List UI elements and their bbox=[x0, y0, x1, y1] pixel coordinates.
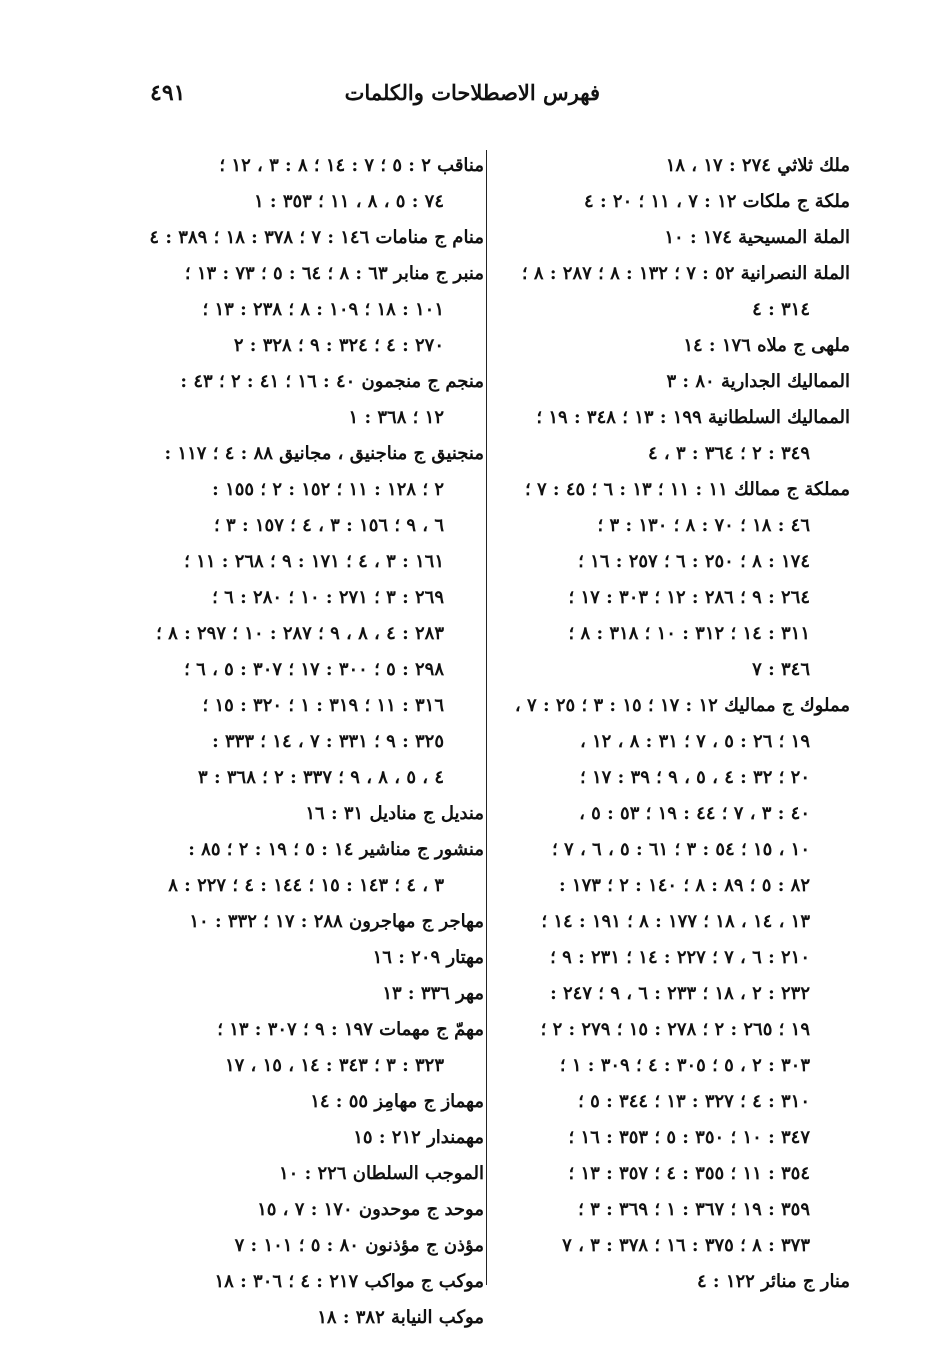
index-entry-continuation: ١٠١ : ١٨ ؛ ١٠٩ : ٨ ؛ ٢٣٨ : ١٣ ؛ bbox=[202, 299, 444, 320]
index-entry: مؤذن ج مؤذنون ٨٠ : ٥ ؛ ١٠١ : ٧ bbox=[234, 1235, 484, 1256]
index-entry: منبر ج منابر ٦٣ : ٨ ؛ ٦٤ : ٥ ؛ ٧٣ : ١٣ ؛ bbox=[184, 263, 484, 284]
index-entry: منار ج منائر ١٢٢ : ٤ bbox=[696, 1271, 850, 1292]
index-entry: منجنيق ج مناجنيق ، مجانيق ٨٨ : ٤ ؛ ١١٧ : bbox=[164, 443, 484, 464]
index-entry-continuation: ٢٦٤ : ٩ ؛ ٢٨٦ : ١٢ ؛ ٣٠٣ : ١٧ ؛ bbox=[568, 587, 810, 608]
index-entry-continuation: ٤ ، ٥ ، ٨ ، ٩ ؛ ٣٣٧ : ٢ ؛ ٣٦٨ : ٣ bbox=[198, 767, 444, 788]
index-entry-continuation: ٣١٠ : ٤ ؛ ٣٢٧ : ١٣ ؛ ٣٤٤ : ٥ ؛ bbox=[578, 1091, 810, 1112]
index-entry-continuation: ٦ ، ٩ ؛ ١٥٦ : ٣ ، ٤ ؛ ١٥٧ : ٣ ؛ bbox=[214, 515, 444, 536]
index-entry-continuation: ١٧٤ : ٨ ؛ ٢٥٠ : ٦ ؛ ٢٥٧ : ١٦ ؛ bbox=[578, 551, 810, 572]
index-entry: مملوك ج مماليك ١٢ : ١٧ ؛ ١٥ : ٣ ؛ ٢٥ : ٧ ، bbox=[514, 695, 850, 716]
index-entry: الملة النصرانية ٥٢ : ٧ ؛ ١٣٢ : ٨ ؛ ٢٨٧ : ٨ ؛ bbox=[521, 263, 850, 284]
index-entry: ملكة ج ملكات ١٢ : ٧ ، ١١ ؛ ٢٠ : ٤ bbox=[584, 191, 850, 212]
index-entry-continuation: ٣٢٥ : ٩ ؛ ٣٣١ : ٧ ، ١٤ ؛ ٣٣٣ : bbox=[212, 731, 444, 752]
index-entry-continuation: ٣٤٩ : ٢ ؛ ٣٦٤ : ٣ ، ٤ bbox=[647, 443, 810, 464]
index-entry-continuation: ٢٨٣ : ٤ ، ٨ ، ٩ ؛ ٢٨٧ : ١٠ ؛ ٢٩٧ : ٨ ؛ bbox=[156, 623, 444, 644]
index-entry-continuation: ٤٦ : ١٨ ؛ ٧٠ : ٨ ؛ ١٣٠ : ٣ ؛ bbox=[597, 515, 810, 536]
index-entry-continuation: ٣٧٣ : ٨ ؛ ٣٧٥ : ١٦ ؛ ٣٧٨ : ٣ ، ٧ bbox=[562, 1235, 810, 1256]
index-entry-continuation: ١٢ ؛ ٣٦٨ : ١ bbox=[348, 407, 444, 428]
index-entry-continuation: ١٩ ؛ ٢٦٥ : ٢ ؛ ٢٧٨ : ١٥ ؛ ٢٧٩ : ٢ ؛ bbox=[540, 1019, 810, 1040]
index-entry-continuation: ٣١٦ : ١١ ؛ ٣١٩ : ١ ؛ ٣٢٠ : ١٥ ؛ bbox=[202, 695, 444, 716]
index-entry: موحد ج موحدون ١٧٠ : ٧ ، ١٥ bbox=[257, 1199, 484, 1220]
index-entry: مملكة ج ممالك ١١ : ١١ ؛ ١٣ : ٦ ؛ ٤٥ : ٧ ؛ bbox=[524, 479, 850, 500]
index-entry: مهمّ ج مهمات ١٩٧ : ٩ ؛ ٣٠٧ : ١٣ ؛ bbox=[217, 1019, 484, 1040]
index-entry: مناقب ٢ : ٥ ؛ ٧ : ١٤ ؛ ٨ : ٣ ، ١٢ ؛ bbox=[219, 155, 484, 176]
index-entry-continuation: ٣ ، ٤ ؛ ١٤٣ : ١٥ ؛ ١٤٤ : ٤ ؛ ٢٢٧ : ٨ bbox=[168, 875, 444, 896]
index-entry: ملك ثلاثي ٢٧٤ : ١٧ ، ١٨ bbox=[665, 155, 850, 176]
index-entry-continuation: ٨٢ : ٥ ؛ ٨٩ : ٨ ؛ ١٤٠ : ٢ ؛ ١٧٣ : bbox=[558, 875, 810, 896]
page-title: فهرس الاصطلاحات والكلمات bbox=[344, 80, 600, 105]
index-entry-continuation: ٧٤ : ٥ ، ٨ ، ١١ ؛ ٣٥٣ : ١ bbox=[253, 191, 444, 212]
page-number: ٤٩١ bbox=[150, 80, 186, 106]
index-entry-continuation: ٣٥٤ : ١١ ؛ ٣٥٥ : ٤ ؛ ٣٥٧ : ١٣ ؛ bbox=[568, 1163, 810, 1184]
index-entry-continuation: ٢٩٨ : ٥ ؛ ٣٠٠ : ١٧ ؛ ٣٠٧ : ٥ ، ٦ ؛ bbox=[184, 659, 444, 680]
index-entry: منديل ج مناديل ٣١ : ١٦ bbox=[305, 803, 484, 824]
index-entry-continuation: ٣١٤ : ٤ bbox=[752, 299, 810, 320]
index-entry-continuation: ٢٣٢ : ٢ ، ١٨ ؛ ٢٣٣ : ٦ ، ٩ ؛ ٢٤٧ : bbox=[550, 983, 810, 1004]
index-entry-continuation: ٢ ؛ ١٢٨ : ١١ ؛ ١٥٢ : ٢ ؛ ١٥٥ : bbox=[212, 479, 444, 500]
index-entry-continuation: ٣٤٦ : ٧ bbox=[752, 659, 810, 680]
index-entry: مهر ٣٣٦ : ١٣ bbox=[382, 983, 484, 1004]
index-entry: مهماز ج مهامِز ٥٥ : ١٤ bbox=[310, 1091, 484, 1112]
index-entry-continuation: ٣٠٣ : ٢ ، ٥ ؛ ٣٠٥ : ٤ ؛ ٣٠٩ : ١ ؛ bbox=[559, 1055, 810, 1076]
index-entry: منام ج منامات ١٤٦ : ٧ ؛ ٣٧٨ : ١٨ ؛ ٣٨٩ : ٤ bbox=[149, 227, 484, 248]
index-entry-continuation: ٢٠ ؛ ٣٢ : ٤ ، ٥ ، ٩ ؛ ٣٩ : ١٧ ؛ bbox=[580, 767, 810, 788]
index-entry: مهمندار ٢١٢ : ١٥ bbox=[353, 1127, 484, 1148]
index-entry: منشور ج مناشير ١٤ : ٥ ؛ ١٩ : ٢ ؛ ٨٥ : bbox=[188, 839, 484, 860]
index-entry-continuation: ٣١١ : ١٤ ؛ ٣١٢ : ١٠ ؛ ٣١٨ : ٨ ؛ bbox=[568, 623, 810, 644]
index-entry: المماليك الجدارية ٨٠ : ٣ bbox=[666, 371, 850, 392]
index-entry-continuation: ٤٠ : ٣ ، ٧ ؛ ٤٤ : ١٩ ؛ ٥٣ : ٥ ، bbox=[579, 803, 810, 824]
page-header bbox=[150, 80, 600, 120]
index-entry-continuation: ٣٤٧ : ١٠ ؛ ٣٥٠ : ٥ ؛ ٣٥٣ : ١٦ ؛ bbox=[568, 1127, 810, 1148]
index-entry: الموجب السلطان ٢٢٦ : ١٠ bbox=[278, 1163, 484, 1184]
index-entry: منجم ج منجمون ٤٠ : ١٦ ؛ ٤١ : ٢ ؛ ٤٣ : bbox=[180, 371, 484, 392]
index-entry-continuation: ٢٧٠ : ٤ ؛ ٣٢٤ : ٩ ؛ ٣٢٨ : ٢ bbox=[233, 335, 444, 356]
index-entry-continuation: ٢٦٩ : ٣ ؛ ٢٧١ : ١٠ ؛ ٢٨٠ : ٦ ؛ bbox=[212, 587, 444, 608]
index-entry: مهاجر ج مهاجرون ٢٨٨ : ١٧ ؛ ٣٣٢ : ١٠ bbox=[189, 911, 484, 932]
index-entry-continuation: ١٩ ؛ ٢٦ : ٥ ، ٧ ؛ ٣١ : ٨ ، ١٢ ، bbox=[579, 731, 810, 752]
index-entry-continuation: ٣٥٩ : ١٩ ؛ ٣٦٧ : ١ ؛ ٣٦٩ : ٣ ؛ bbox=[578, 1199, 810, 1220]
index-entry-continuation: ٢١٠ : ٦ ، ٧ ؛ ٢٢٧ : ١٤ ؛ ٢٣١ : ٩ ؛ bbox=[550, 947, 810, 968]
index-entry: المماليك السلطانية ١٩٩ : ١٣ ؛ ٣٤٨ : ١٩ ؛ bbox=[536, 407, 850, 428]
index-column-left bbox=[118, 148, 484, 1336]
index-entry-continuation: ٣٢٣ : ٣ ؛ ٣٤٣ : ١٤ ، ١٥ ، ١٧ bbox=[224, 1055, 444, 1076]
index-entry: موكب ج مواكب ٢١٧ : ٤ ؛ ٣٠٦ : ١٨ bbox=[214, 1271, 484, 1292]
index-entry: موكب النيابة ٣٨٢ : ١٨ bbox=[317, 1307, 484, 1328]
index-entry: ملهى ج ملاه ١٧٦ : ١٤ bbox=[683, 335, 850, 356]
index-entry-continuation: ١٠ ، ١٥ ؛ ٥٤ : ٣ ؛ ٦١ : ٥ ، ٦ ، ٧ ؛ bbox=[552, 839, 810, 860]
column-divider bbox=[486, 150, 487, 1285]
index-column-right bbox=[498, 148, 850, 1300]
index-entry-continuation: ١٣ ، ١٤ ، ١٨ ؛ ١٧٧ : ٨ ؛ ١٩١ : ١٤ ؛ bbox=[541, 911, 810, 932]
index-entry: مهتار ٢٠٩ : ١٦ bbox=[372, 947, 484, 968]
index-entry-continuation: ١٦١ : ٣ ، ٤ ؛ ١٧١ : ٩ ؛ ٢٦٨ : ١١ ؛ bbox=[184, 551, 444, 572]
index-entry: الملة المسيحية ١٧٤ : ١٠ bbox=[664, 227, 850, 248]
